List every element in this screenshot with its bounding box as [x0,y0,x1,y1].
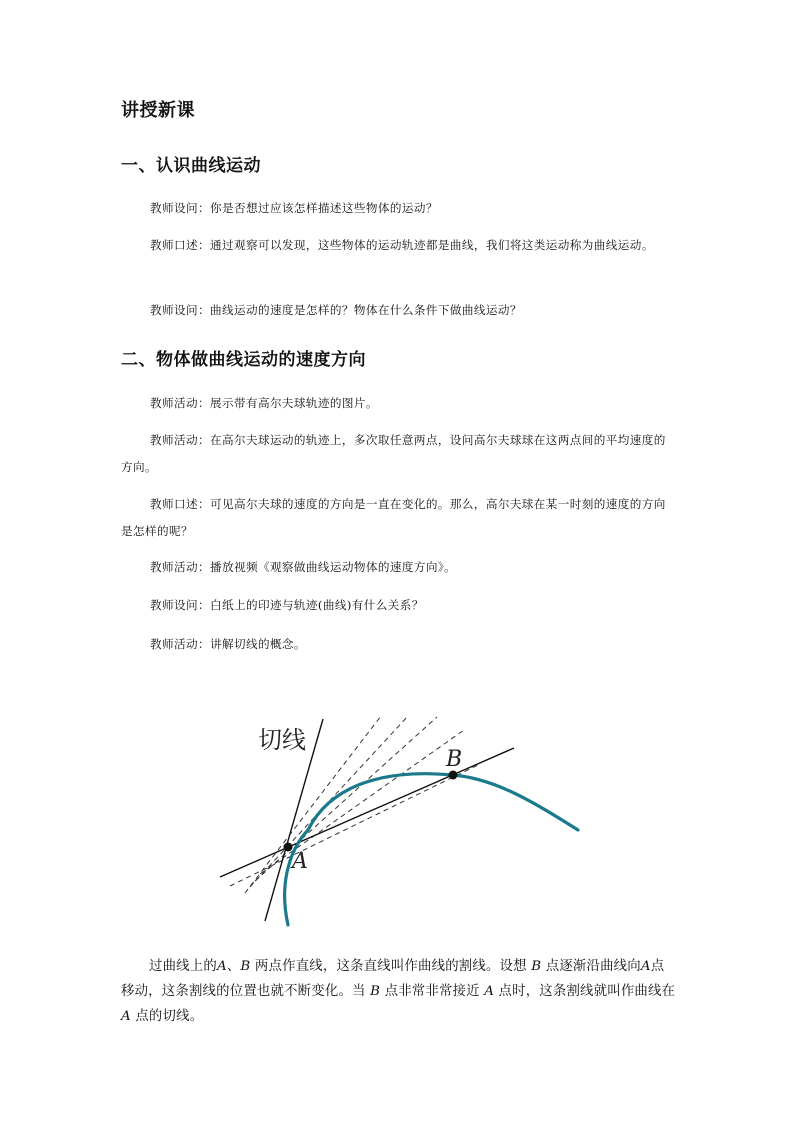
figure-caption [121,954,677,1029]
caption-text: 点时，这条割线就叫作曲线在 [494,984,676,999]
caption-text: 点逐渐沿曲线向 [541,959,641,974]
point-b-label: B [446,747,463,772]
caption-text: 、 [226,959,241,974]
section1-title: 一、认识曲线运动 [121,156,261,176]
caption-text: 点移动，这条割线的位置也就不断变化。当 [121,959,665,999]
point-a-label: A [292,849,308,874]
caption-point-a: A [216,959,227,974]
section2-paragraph-2: 教师活动：在高尔夫球运动的轨迹上，多次取任意两点，设问高尔夫球球在这两点间的平均速度的方向。 [121,433,666,474]
section2-paragraph-3: 教师口述：可见高尔夫球的速度的方向是一直在变化的。那么，高尔夫球在某一时刻的速度的方向是怎样的呢？ [121,497,666,538]
section2-paragraph-6: 教师活动：讲解切线的概念。 [150,637,306,651]
caption-text: 点非常非常接近 [380,984,485,999]
caption-text: 过曲线上的 [149,959,217,974]
section1-paragraph-1: 教师设问：你是否想过应该怎样描述这些物体的运动？ [150,201,438,215]
tangent-secant-diagram [200,700,600,935]
section2-title: 二、物体做曲线运动的速度方向 [121,350,366,370]
lesson-heading: 讲授新课 [121,100,195,121]
caption-point-b: B [370,984,381,999]
section2-paragraph-1: 教师活动：展示带有高尔夫球轨迹的图片。 [150,396,378,410]
caption-text: 两点作直线，这条直线叫作曲线的割线。设想 [250,959,532,974]
caption-point-a: A [640,959,651,974]
section2-paragraph-5: 教师设问：白纸上的印迹与轨迹(曲线)有什么关系？ [150,598,424,612]
caption-point-a: A [484,984,495,999]
tangent-label: 切线 [258,726,306,754]
secant-line [220,748,514,877]
caption-text: 点的切线。 [130,1009,204,1024]
section2-paragraph-4: 教师活动：播放视频《观察做曲线运动物体的速度方向》。 [150,560,457,574]
section1-paragraph-3: 教师设问：曲线运动的速度是怎样的？物体在什么条件下做曲线运动？ [150,303,522,317]
caption-point-a: A [121,1009,131,1024]
section1-paragraph-2: 教师口述：通过观察可以发现，这些物体的运动轨迹都是曲线，我们将这类运动称为曲线运动。 [150,238,654,252]
dashed-secant-line [230,764,480,886]
caption-point-b: B [531,959,542,974]
motion-curve [285,774,578,925]
caption-point-b: B [240,959,251,974]
